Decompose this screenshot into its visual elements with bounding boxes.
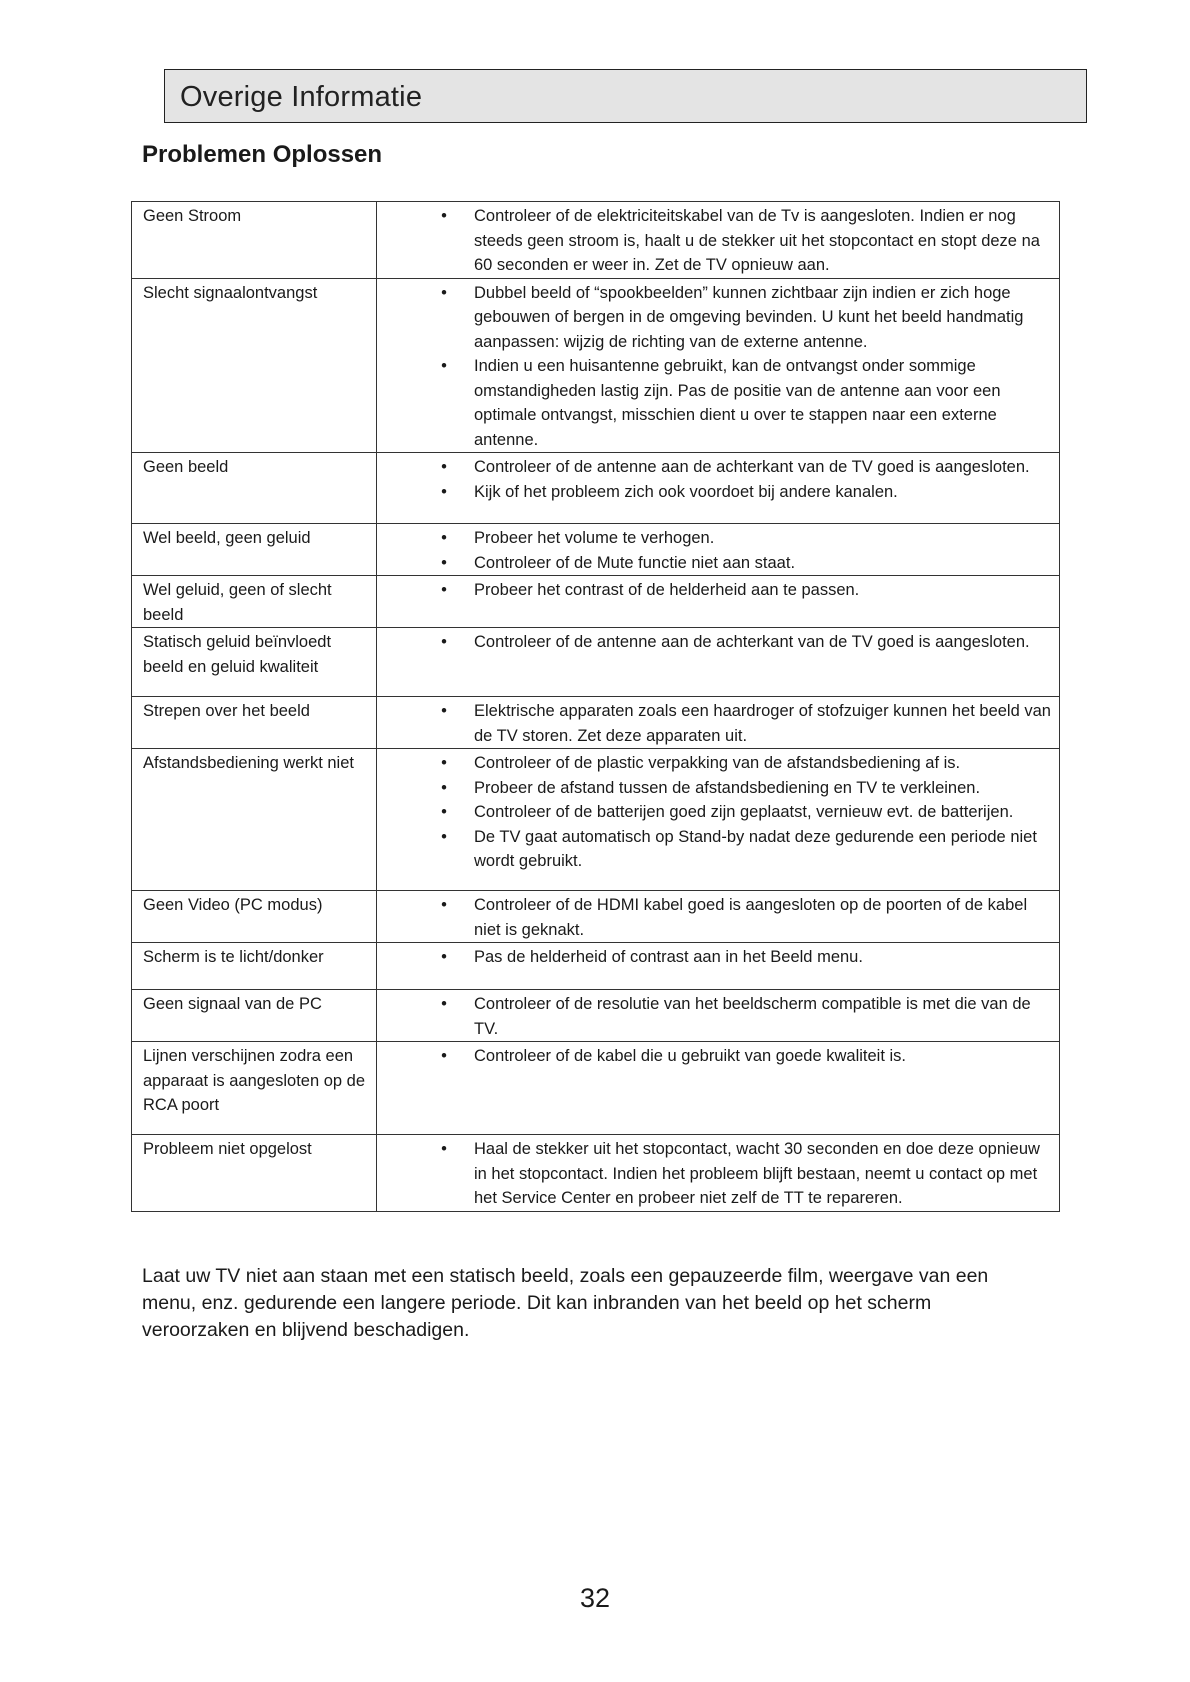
solution-cell	[377, 990, 1060, 1042]
list-item	[388, 893, 1051, 942]
solution-cell	[377, 278, 1060, 453]
solution-cell	[377, 1042, 1060, 1135]
burn-in-note: Laat uw TV niet aan staan met een statisch beeld, zoals een gepauzeerde film, weergave van een menu, enz. gedurende een langere periode. Dit kan inbranden van het beeld op het scherm veroorzaken en blijvend beschadigen.	[142, 1265, 989, 1341]
bullet-icon: •	[441, 283, 447, 302]
solution-text: Kijk of het probleem zich ook voordoet bij andere kanalen.	[474, 482, 898, 501]
bullet-icon: •	[441, 357, 447, 375]
solution-text: Controleer of de antenne aan de achterkant van de TV goed is aangesloten.	[474, 633, 1030, 651]
list-item	[388, 551, 1051, 576]
list-item	[388, 825, 1051, 874]
solution-list	[388, 992, 1051, 1041]
bullet-icon: •	[441, 529, 447, 547]
table-row	[132, 891, 1060, 943]
bullet-icon: •	[441, 995, 447, 1013]
problem-cell: Scherm is te licht/donker	[132, 943, 377, 990]
list-item	[388, 751, 1051, 776]
bullet-icon: •	[441, 827, 447, 846]
list-item	[388, 776, 1051, 801]
problem-cell: Geen beeld	[132, 453, 377, 524]
bullet-icon: •	[441, 207, 447, 225]
solution-cell	[377, 891, 1060, 943]
bullet-icon: •	[441, 702, 447, 720]
solution-text: Controleer of de resolutie van het beeldscherm compatible is met die van de TV.	[474, 995, 1031, 1038]
list-item	[388, 480, 1051, 505]
solution-text: Probeer het volume te verhogen.	[474, 529, 715, 547]
solution-list	[388, 281, 1051, 453]
solution-cell	[377, 1135, 1060, 1212]
problem-cell: Geen signaal van de PC	[132, 990, 377, 1042]
solution-text: Pas de helderheid of contrast aan in het Beeld menu.	[474, 948, 863, 966]
problem-cell: Geen Video (PC modus)	[132, 891, 377, 943]
bullet-icon: •	[441, 458, 447, 476]
bullet-icon: •	[441, 896, 447, 914]
table-row	[132, 943, 1060, 990]
solution-list	[388, 630, 1051, 655]
page-number: 32	[579, 1583, 611, 1613]
section-title: Overige Informatie	[164, 69, 1087, 123]
bullet-icon: •	[441, 754, 447, 772]
solution-text: Probeer het contrast of de helderheid aan te passen.	[474, 581, 860, 599]
bullet-icon: •	[441, 482, 447, 501]
solution-list	[388, 893, 1051, 942]
bullet-icon: •	[441, 581, 447, 599]
solution-list	[388, 1137, 1051, 1211]
problem-cell: Wel beeld, geen geluid	[132, 524, 377, 576]
problem-cell: Slecht signaalontvangst	[132, 278, 377, 453]
solution-text: Controleer of de antenne aan de achterkant van de TV goed is aangesloten.	[474, 458, 1030, 476]
list-item	[388, 354, 1051, 452]
list-item	[388, 578, 1051, 603]
list-item	[388, 455, 1051, 480]
page-heading: Problemen Oplossen	[142, 141, 383, 168]
list-item	[388, 526, 1051, 551]
solution-cell	[377, 453, 1060, 524]
list-item	[388, 1137, 1051, 1211]
list-item	[388, 1044, 1051, 1069]
solution-cell	[377, 202, 1060, 279]
solution-cell	[377, 524, 1060, 576]
bullet-icon: •	[441, 948, 447, 966]
solution-cell	[377, 576, 1060, 628]
solution-cell	[377, 749, 1060, 891]
solution-text: Haal de stekker uit het stopcontact, wacht 30 seconden en doe deze opnieuw in het stopcontact. Indien het probleem blijft bestaan, neemt u contact op met het Service Center en probeer niet zelf de TT te repareren.	[474, 1140, 1040, 1207]
table-row	[132, 990, 1060, 1042]
list-item	[388, 992, 1051, 1041]
table-row	[132, 749, 1060, 891]
table-row	[132, 697, 1060, 749]
solution-text: Elektrische apparaten zoals een haardroger of stofzuiger kunnen het beeld van de TV storen. Zet deze apparaten uit.	[474, 702, 1051, 745]
problem-cell: Geen Stroom	[132, 202, 377, 279]
table-row	[132, 278, 1060, 453]
solution-text: Probeer de afstand tussen de afstandsbediening en TV te verkleinen.	[474, 778, 981, 797]
problem-cell: Afstandsbediening werkt niet	[132, 749, 377, 891]
solution-text: Controleer of de HDMI kabel goed is aangesloten op de poorten of de kabel niet is geknakt.	[474, 896, 1028, 939]
list-item	[388, 204, 1051, 278]
table-row	[132, 576, 1060, 628]
table-row	[132, 1135, 1060, 1212]
problem-cell: Wel geluid, geen of slecht beeld	[132, 576, 377, 628]
solution-list	[388, 204, 1051, 278]
troubleshooting-table	[131, 201, 1060, 1212]
solution-list	[388, 455, 1051, 504]
solution-text: Controleer of de batterijen goed zijn geplaatst, vernieuw evt. de batterijen.	[474, 803, 1014, 821]
solution-list	[388, 578, 1051, 603]
table-row	[132, 202, 1060, 279]
list-item	[388, 281, 1051, 355]
solution-text: De TV gaat automatisch op Stand-by nadat deze gedurende een periode niet wordt gebruikt.	[474, 827, 1037, 870]
table-row	[132, 1042, 1060, 1135]
list-item	[388, 945, 1051, 970]
bullet-icon: •	[441, 1047, 447, 1065]
solution-list	[388, 526, 1051, 575]
list-item	[388, 800, 1051, 825]
bullet-icon: •	[441, 778, 447, 797]
list-item	[388, 699, 1051, 748]
solution-text: Controleer of de elektriciteitskabel van de Tv is aangesloten. Indien er nog steeds geen stroom is, haalt u de stekker uit het stopcontact en stopt deze na 60 seconden er weer in. Zet de TV opnieuw aan.	[474, 207, 1040, 274]
bullet-icon: •	[441, 633, 447, 651]
solution-cell	[377, 628, 1060, 697]
solution-text: Controleer of de kabel die u gebruikt van goede kwaliteit is.	[474, 1047, 907, 1065]
solution-list	[388, 945, 1051, 970]
solution-list	[388, 699, 1051, 748]
list-item	[388, 630, 1051, 655]
solution-list	[388, 1044, 1051, 1069]
problem-cell: Strepen over het beeld	[132, 697, 377, 749]
solution-text: Indien u een huisantenne gebruikt, kan de ontvangst onder sommige omstandigheden lastig zijn. Pas de positie van de antenne aan voor een optimale ontvangst, misschien dient u over te stappen naar een externe antenne.	[474, 357, 1001, 449]
table-row	[132, 453, 1060, 524]
table-row	[132, 628, 1060, 697]
bullet-icon: •	[441, 1140, 447, 1158]
solution-text: Dubbel beeld of “spookbeelden” kunnen zichtbaar zijn indien er zich hoge gebouwen of bergen in de omgeving bevinden. U kunt het beeld handmatig aanpassen: wijzig de richting van de externe antenne.	[474, 283, 1024, 351]
problem-cell: Probleem niet opgelost	[132, 1135, 377, 1212]
solution-cell	[377, 697, 1060, 749]
solution-cell	[377, 943, 1060, 990]
table-row	[132, 524, 1060, 576]
bullet-icon: •	[441, 803, 447, 821]
solution-list	[388, 751, 1051, 874]
problem-cell: Lijnen verschijnen zodra een apparaat is aangesloten op de RCA poort	[132, 1042, 377, 1135]
solution-text: Controleer of de plastic verpakking van de afstandsbediening af is.	[474, 754, 961, 772]
bullet-icon: •	[441, 553, 447, 572]
problem-cell: Statisch geluid beïnvloedt beeld en geluid kwaliteit	[132, 628, 377, 697]
solution-text: Controleer of de Mute functie niet aan staat.	[474, 553, 796, 572]
